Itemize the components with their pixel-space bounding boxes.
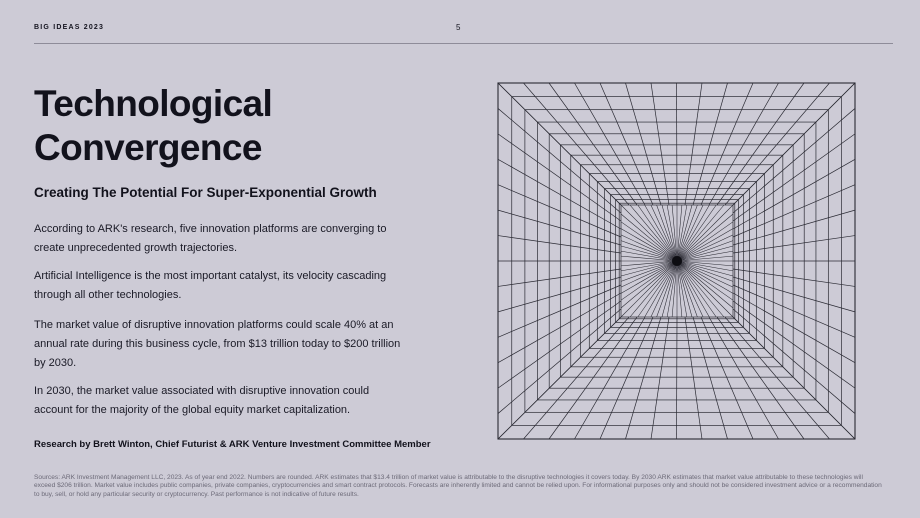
body-paragraph-2: Artificial Intelligence is the most important catalyst, its velocity cascading through all other technologies. bbox=[34, 270, 387, 301]
header-label: BIG IDEAS 2023 bbox=[34, 24, 105, 31]
page-title bbox=[34, 82, 364, 170]
sources-footnote: Sources: ARK Investment Management LLC, 2023. As of year end 2022. Numbers are rounded. ARK estimates that $13.4 trillion of market value is attributable to the disruptive technologies it covers today. By 2030 ARK estimates that market value attributable to these technologies will exceed $206 trillion. Market value includes public companies, private companies, cryptocurrencies and smart contract protocols. Forecasts are inherently limited and cannot be relied upon. For informational purposes only and should not be considered investment advice or a recommendation to buy, sell, or hold any particular security or cryptocurrency. Past performance is not indicative of future results. bbox=[34, 474, 882, 498]
vanishing-point bbox=[672, 256, 682, 266]
title-line-2: Convergence bbox=[34, 127, 262, 168]
page-subtitle: Creating The Potential For Super-Exponential Growth bbox=[34, 185, 377, 200]
body-paragraph-4: In 2030, the market value associated with disruptive innovation could account for the majority of the global equity market capitalization. bbox=[34, 385, 370, 416]
perspective-tunnel-illustration bbox=[497, 82, 857, 441]
body-paragraph-3: The market value of disruptive innovation platforms could scale 40% at an annual rate during this business cycle, from $13 trillion today to $200 trillion by 2030. bbox=[34, 319, 401, 369]
page-number: 5 bbox=[456, 23, 461, 32]
body-paragraph-1: According to ARK's research, five innovation platforms are converging to create unprecedented growth trajectories. bbox=[34, 223, 387, 254]
title-line-1: Technological bbox=[34, 83, 273, 124]
header-divider bbox=[34, 43, 893, 44]
research-credit: Research by Brett Winton, Chief Futurist & ARK Venture Investment Committee Member bbox=[34, 439, 431, 450]
